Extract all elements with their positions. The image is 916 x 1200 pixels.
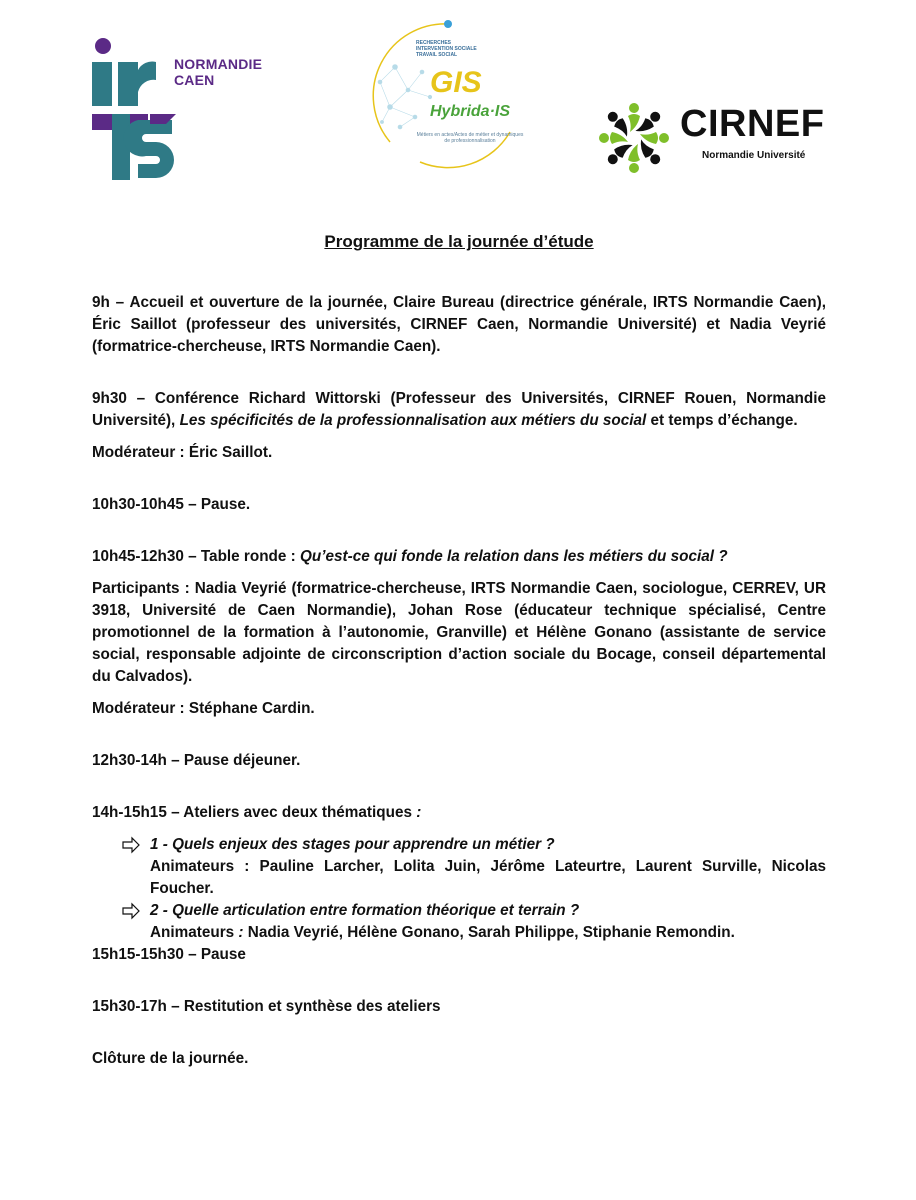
round-table-participants: Participants : Nadia Veyrié (formatrice-chercheuse, IRTS Normandie Caen, sociologue, CERREV, UR 3918, Université de Caen Normandie), Johan Rose (éducateur technique spécialisé, Centre promotionnel de la formation à l’autonomie, Granville) et Hélène Gonano (assistante de service social, responsable adjointe de circonscription d’action sociale du Bocage, conseil départemental du Calvados). [92, 580, 826, 685]
irts-mark-icon [88, 36, 176, 184]
round-table-label: 10h45-12h30 – Table ronde : [92, 548, 301, 565]
cirnef-name: CIRNEF [680, 103, 825, 145]
workshop-2-anim-colon: : [238, 924, 244, 941]
svg-text:Hybrida·IS: Hybrida·IS [430, 103, 511, 120]
workshop-2-title [150, 900, 826, 922]
arrow-right-icon [122, 900, 140, 922]
gis-network-icon [360, 12, 530, 182]
irts-name [174, 56, 262, 88]
session-round-table [92, 546, 826, 568]
round-table-moderator: Modérateur : Stéphane Cardin. [92, 700, 315, 717]
workshop-2-title-text: 2 - Quelle articulation entre formation théorique et terrain ? [150, 902, 580, 919]
session-break-1: 10h30-10h45 – Pause. [92, 496, 251, 513]
page-title: Programme de la journée d’étude [324, 232, 594, 251]
workshop-2-animators [150, 922, 826, 944]
session-workshops [92, 802, 826, 824]
gis-hybrida-logo [360, 12, 530, 182]
workshops-colon: : [416, 804, 422, 821]
svg-text:GIS: GIS [430, 66, 482, 99]
workshop-item-1 [92, 834, 826, 900]
session-conference [92, 388, 826, 432]
workshop-1-title-text: 1 - Quels enjeux des stages pour apprendre un métier ? [150, 836, 555, 853]
arrow-right-icon [122, 834, 140, 856]
session-break-2: 15h15-15h30 – Pause [92, 946, 246, 963]
cirnef-logo [592, 96, 825, 182]
workshop-1-animators: Animateurs : Pauline Larcher, Lolita Juin, Jérôme Lateurtre, Laurent Surville, Nicolas Foucher. [150, 858, 826, 897]
irts-line2: CAEN [174, 72, 215, 88]
irts-line1: NORMANDIE [174, 56, 263, 72]
workshops-label: 14h-15h15 – Ateliers avec deux thématiques [92, 804, 417, 821]
logo-bar [0, 0, 916, 195]
session-lunch: 12h30-14h – Pause déjeuner. [92, 752, 301, 769]
conference-text-a: 9h30 – Conférence Richard Wittorski (Professeur des Universités, CIRNEF Rouen, Normandie Université), [92, 390, 826, 429]
workshop-item-2 [92, 900, 826, 944]
workshop-1-title [150, 834, 826, 856]
gis-tag1: RECHERCHES [416, 40, 452, 46]
session-closing: Clôture de la journée. [92, 1050, 249, 1067]
programme-document [92, 230, 826, 1070]
workshop-2-anim-label: Animateurs [150, 924, 239, 941]
round-table-title: Qu’est-ce qui fonde la relation dans les métiers du social ? [300, 548, 728, 565]
gis-tag [416, 40, 486, 58]
gis-caption: Métiers en actes/Actes de métier et dynamiques de professionnalisation [416, 132, 524, 144]
cirnef-subtitle: Normandie Université [702, 150, 806, 161]
gis-tag2: INTERVENTION SOCIALE [416, 46, 477, 52]
workshop-2-anim-names: Nadia Veyrié, Hélène Gonano, Sarah Philippe, Stiphanie Remondin. [243, 924, 735, 941]
conference-text-b: et temps d’échange. [646, 412, 798, 429]
gis-tag3: TRAVAIL SOCIAL [416, 52, 458, 58]
conference-moderator: Modérateur : Éric Saillot. [92, 444, 273, 461]
irts-logo [88, 36, 263, 184]
session-opening: 9h – Accueil et ouverture de la journée, Claire Bureau (directrice générale, IRTS Normandie Caen), Éric Saillot (professeur des universités, CIRNEF Caen, Normandie Université) et Nadia Veyrié (formatrice-chercheuse, IRTS Normandie Caen). [92, 294, 826, 355]
cirnef-people-circle-icon [592, 96, 676, 180]
session-restitution: 15h30-17h – Restitution et synthèse des ateliers [92, 998, 441, 1015]
conference-title: Les spécificités de la professionnalisation aux métiers du social [179, 412, 647, 429]
